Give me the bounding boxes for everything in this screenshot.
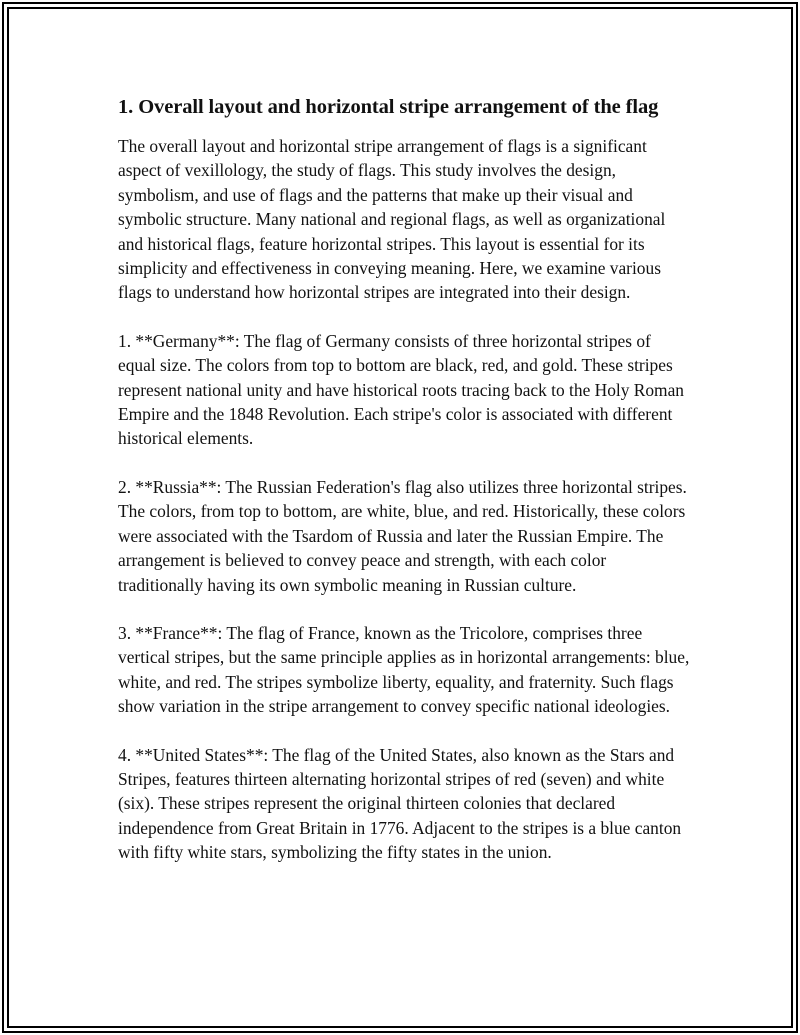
germany-paragraph: 1. **Germany**: The flag of Germany consists of three horizontal stripes of equal size. The colors from top to bottom are black, red, and gold. These stripes represent national unity and have historical roots tracing back to the Holy Roman Empire and the 1848 Revolution. Each stripe's color is associated with different historical elements. [118,330,685,449]
section-heading: 1. Overall layout and horizontal stripe arrangement of the flag [118,96,659,118]
russia-paragraph: 2. **Russia**: The Russian Federation's flag also utilizes three horizontal stripes. The colors, from top to bottom, are white, blue, and red. Historically, these colors were associated with the Tsardom of Russia and later the Russian Empire. The arrangement is believed to convey peace and strength, with each color traditionally having its own symbolic meaning in Russian culture. [118,476,687,595]
document-body [118,94,690,889]
intro-paragraph: The overall layout and horizontal stripe arrangement of flags is a significant aspect of vexillology, the study of flags. This study involves the design, symbolism, and use of flags and the patterns that make up their visual and symbolic structure. Many national and regional flags, as well as organizational and historical flags, feature horizontal stripes. This layout is essential for its simplicity and effectiveness in conveying meaning. Here, we examine various flags to understand how horizontal stripes are integrated into their design. [118,136,666,303]
united-states-paragraph: 4. **United States**: The flag of the United States, also known as the Stars and Stripes, features thirteen alternating horizontal stripes of red (seven) and white (six). These stripes represent the original thirteen colonies that declared independence from Great Britain in 1776. Adjacent to the stripes is a blue canton with fifty white stars, symbolizing the fifty states in the union. [118,744,682,863]
france-paragraph: 3. **France**: The flag of France, known as the Tricolore, comprises three vertical stripes, but the same principle applies as in horizontal arrangements: blue, white, and red. The stripes symbolize liberty, equality, and fraternity. Such flags show variation in the stripe arrangement to convey specific national ideologies. [118,622,690,717]
